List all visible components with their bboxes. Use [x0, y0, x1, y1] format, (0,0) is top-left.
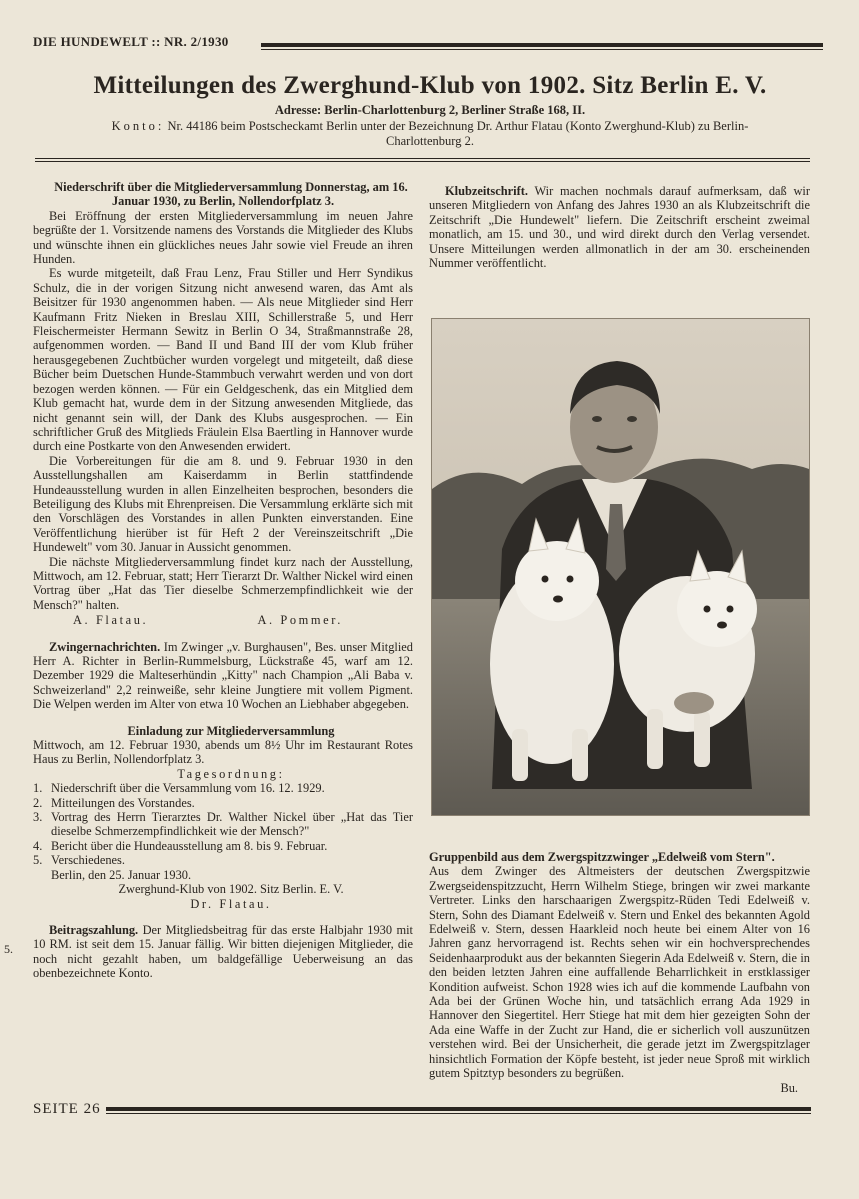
- photo-illustration: [432, 319, 809, 815]
- agenda-title: Tagesordnung:: [177, 766, 285, 781]
- kennel-news: [33, 640, 413, 712]
- minutes-heading: Niederschrift über die Mitgliederversammlung Donnerstag, am 16. Januar 1930, zu Berlin, Nollendorfplatz 3.: [54, 180, 408, 209]
- konto-text: Nr. 44186 beim Postscheckamt Berlin unter der Bezeichnung Dr. Arthur Flatau (Konto Zwerghund-Klub) zu Berlin-Charlottenburg 2.: [167, 119, 749, 148]
- footer-rule: [106, 1107, 811, 1111]
- right-dog-eye: [727, 606, 734, 613]
- dues-label: Beitragszahlung.: [49, 922, 139, 937]
- man-hand: [674, 692, 714, 714]
- dues-text: Der Mitgliedsbeitrag für das erste Halbjahr 1930 mit 10 RM. ist seit dem 15. Januar fällig. Wir bitten diejenigen Mitglieder, die noch nicht gezahlt haben, um baldgefällige Ueberweisung an das obenbezeichnete Konto.: [33, 922, 413, 981]
- man-eye-right: [627, 416, 637, 422]
- left-dog-head: [515, 541, 599, 621]
- caption-text: Aus dem Zwinger des Altmeisters der deutschen Zwergspitzwie Zwergseidenspitzzucht, Herrn Wilhelm Stiege, bringen wir zwei markante Vertreter. Links den harschaarigen Zwergspitz-Rüden Tedi Edelweiß v. Stern, Sohn des Diamant Edelweiß v. Stern und Enkel des bekannten Agold Edelweiß v. Stern, dessen Haarkleid noch heute bei einem Alter von 16 Jahren ganz hervorragend ist. Rechts sehen wir ein hochversprechendes Seidenhaarprodukt aus der bekannten Siegerin Ada Edelweiß v. Stern, die in den beiden letzten Jahren eine auffallende Beharrlichkeit in erstklassiger Kondition aufweist. Schon 1928 wies ich auf die kommende Laufbahn von Ada bei der Grünen Woche hin, und tatsächlich errang Ada 1929 in Hannover den Siegertitel. Herr Stiege hat mit dem hier gezeigten Sohn der Ada eine Waffe in der Zucht zur Hand, die er sicherlich voll auszunützen verstehen wird. Bei der Unsicherheit, die gerade jetzt im Zwergspitzlager hinsichtlich Formation der Köpfe besteht, ist jeder neue Sproß mit wirklich gutem Spitztyp besonders zu begrüßen.: [429, 864, 810, 1081]
- signature-pommer: A. Pommer.: [257, 613, 343, 628]
- konto-label: Konto:: [111, 119, 165, 133]
- signature-flatau: A. Flatau.: [73, 613, 149, 628]
- margin-mark: 5.: [4, 942, 13, 956]
- club-address: Adresse: Berlin-Charlottenburg 2, Berliner Straße 168, II.: [274, 103, 586, 117]
- left-dog-nose: [553, 596, 563, 603]
- page-number: SEITE 26: [33, 1101, 101, 1117]
- club-magazine-label: Klubzeitschrift.: [445, 184, 528, 198]
- page-footer: [33, 1101, 811, 1117]
- minutes-signatures: [33, 613, 413, 627]
- agenda-list: [33, 781, 413, 867]
- man-eye-left: [592, 416, 602, 422]
- right-column: [429, 184, 810, 270]
- caption-signature: Bu.: [780, 1080, 798, 1095]
- header-rule-thin: [261, 49, 823, 50]
- page-title: Mitteilungen des Zwerghund-Klub von 1902. Sitz Berlin E. V.: [93, 72, 767, 99]
- running-header: [33, 34, 823, 50]
- right-dog-nose: [717, 622, 727, 629]
- kennel-news-text: Im Zwinger „v. Burghausen", Bes. unser Mitglied Herr A. Richter in Berlin-Rummelsburg, Lückstraße 45, warf am 12. Dezember 1929 die Malteserhündin „Kitty" nach Champion „Ali Baba v. Schweizerland" 2,2 reinweiße, sehr kleine Jungtiere mit vollem Pigment. Die Welpen werden im Alter von etwa 10 Wochen an Liebhaber abgegeben.: [33, 639, 413, 712]
- left-dog-leg: [572, 729, 588, 781]
- right-dog-leg: [694, 711, 710, 767]
- club-magazine-notice: [429, 184, 810, 270]
- dues-notice: [33, 923, 413, 981]
- agenda-item: 2. Mitteilungen des Vorstandes.: [33, 795, 195, 810]
- title-rule: [35, 158, 810, 159]
- right-dog-eye: [704, 606, 711, 613]
- title-rule-thin: [35, 161, 810, 162]
- left-dog-eye: [567, 576, 574, 583]
- caption-heading: Gruppenbild aus dem Zwergspitzzwinger „Edelweiß vom Stern".: [429, 850, 775, 864]
- minutes-paragraph-3: Die Vorbereitungen für die am 8. und 9. Februar 1930 in den Ausstellungshallen am Kaiserdamm in Berlin stattfindende Hundeausstellung wurden in allen Einzelheiten besprochen, besonders die Beteiligung des Klubs mit Ehrenpreisen. Die Versammlung erklärte sich mit den Vorschlägen des Vorstandes in allen Punkten einverstanden. Eine Veröffentlichung hierüber ist für Heft 2 der Vereinszeitschrift „Die Hundewelt" vom 30. Januar in Aussicht genommen.: [33, 453, 413, 555]
- bank-account-line: [100, 119, 760, 149]
- left-dog-leg: [512, 729, 528, 781]
- minutes-paragraph-4: Die nächste Mitgliederversammlung findet kurz nach der Ausstellung, Mittwoch, am 12. Februar, statt; Herr Tierarzt Dr. Walther Nickel wird einen Vortrag über „Hat das Tier dieselbe Schmerzempfindlichkeit wie der Mensch?" halten.: [33, 554, 413, 612]
- agenda-item: 1. Niederschrift über die Versammlung vom 16. 12. 1929.: [33, 781, 325, 796]
- header-rule: [261, 43, 823, 47]
- club-sign-line: Zwerghund-Klub von 1902. Sitz Berlin. E. V.: [118, 882, 344, 897]
- running-header-text: DIE HUNDEWELT :: NR. 2/1930: [33, 34, 229, 49]
- agenda-item: 4. Bericht über die Hundeausstellung am 8. bis 9. Februar.: [33, 838, 328, 853]
- kennel-news-label: Zwingernachrichten.: [49, 639, 161, 654]
- club-magazine-text: Wir machen nochmals darauf aufmerksam, daß wir unseren Mitgliedern von Anfang des Jahres 1930 an als Klubzeitschrift die Zeitschrift „Die Hundewelt" liefern. Die Zeitschrift erscheint zweimal monatlich, am 15. und 30., und wird direkt durch den Verlag versendet. Unsere Mitteilungen werden allmonatlich in der am 30. erscheinenden Nummer veröffentlicht.: [429, 184, 810, 271]
- left-dog-eye: [542, 576, 549, 583]
- agenda-item: 5. Verschiedenes.: [33, 853, 125, 868]
- minutes-paragraph-1: Bei Eröffnung der ersten Mitgliederversammlung im neuen Jahre begrüßte der 1. Vorsitzende namens des Vorstands die Mitglieder des Klubs und wünschte ihnen ein glückliches neues Jahr sowie viel Freude an ihren Hunden.: [33, 208, 413, 267]
- group-photograph: [431, 318, 810, 816]
- dr-flatau-sign: Dr. Flatau.: [190, 896, 272, 911]
- invitation-heading: Einladung zur Mitgliederversammlung: [127, 723, 335, 738]
- minutes-paragraph-2: Es wurde mitgeteilt, daß Frau Lenz, Frau Stiller und Herr Syndikus Schulz, die in der vorigen Sitzung nicht anwesend waren, das Amt als Beisitzer für 1930 angenommen haben. — Als neue Mitglieder sind Herr Kaufmann Fritz Nieken in Breslau XIII, Schillerstraße 5, und Herr Fleischermeister Hermann Sewitz in Berlin O 34, Straßmannstraße 28, aufgenommen worden. — Band II und Band III der vom Klub früher herausgegebenen Zuchtbücher wurden vorgelegt und mitgeteilt, daß diese Bücher beim Duetschen Hunde-Stammbuch verwahrt werden und von dort bezogen werden können. — Für ein Geldgeschenk, das ein Mitglied dem Klub gemacht hat, wurde dem in der Sitzung anwesenden Mitgliede, das nicht genannt sein will, der Dank des Klubs ausgesprochen. — Ein schriftlicher Gruß des Mitglieds Fräulein Elsa Baertling in Hannover wurde durch eine Postkarte von den Anwesenden erwidert.: [33, 266, 413, 454]
- agenda-item: 3. Vortrag des Herrn Tierarztes Dr. Walther Nickel über „Hat das Tier dieselbe Schmerzempfindlichkeit wie der Mensch?": [33, 810, 413, 839]
- left-column: [33, 180, 413, 981]
- right-dog-leg: [647, 709, 663, 769]
- date-line: Berlin, den 25. Januar 1930.: [51, 867, 192, 882]
- footer-rule-thin: [106, 1113, 811, 1114]
- photo-caption: [429, 850, 810, 1095]
- invitation-text: Mittwoch, am 12. Februar 1930, abends um 8½ Uhr im Restaurant Rotes Haus zu Berlin, Nollendorfplatz 3.: [33, 738, 413, 767]
